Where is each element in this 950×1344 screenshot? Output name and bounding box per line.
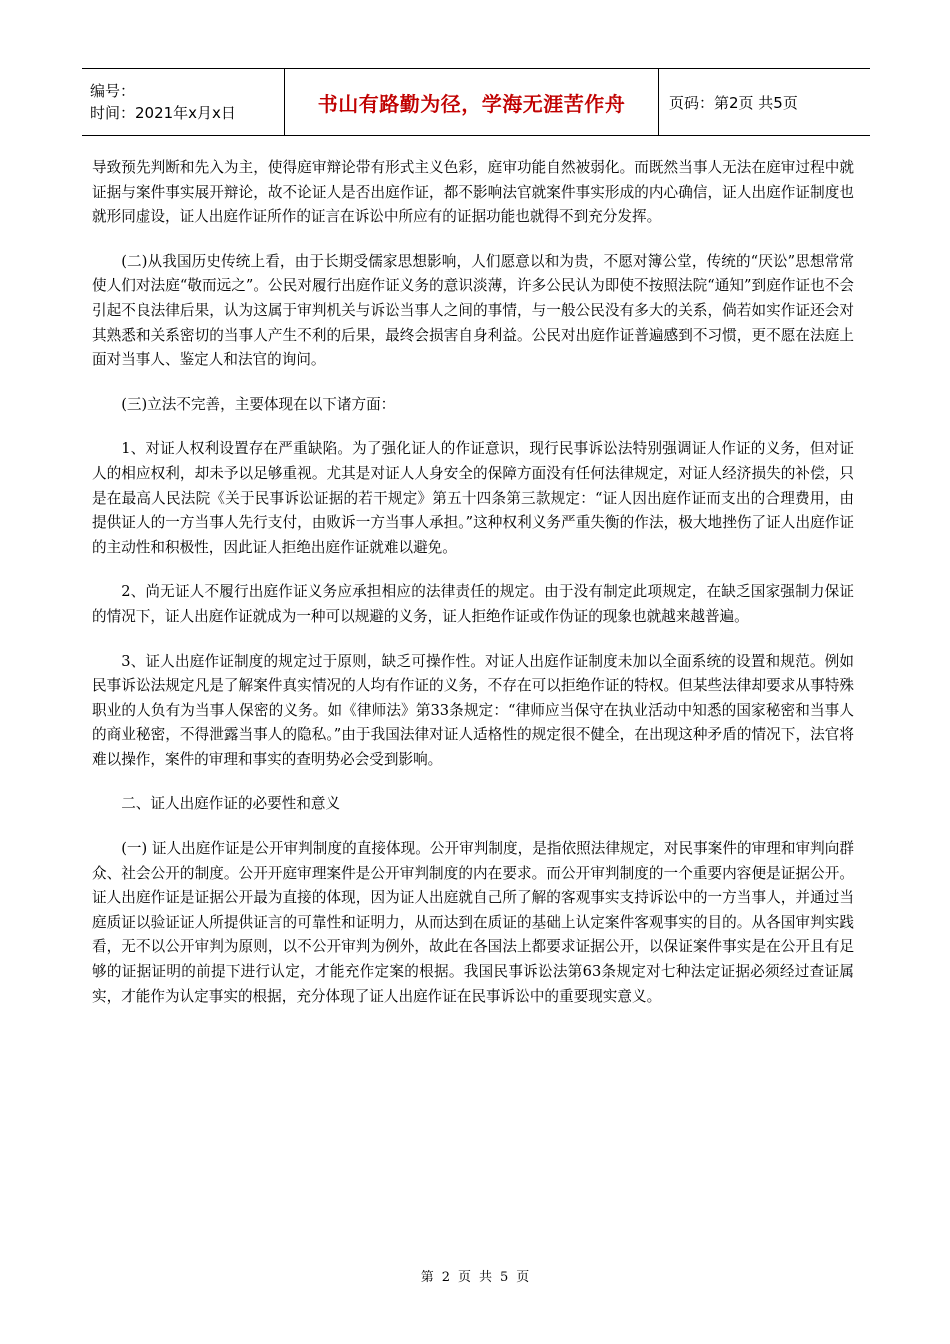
page-header — [82, 68, 870, 136]
footer-page-number: 2 — [441, 1270, 450, 1285]
footer-ye: 页 — [516, 1270, 530, 1285]
header-meta — [82, 69, 285, 135]
section-heading: 二、证人出庭作证的必要性和意义 — [121, 795, 341, 813]
paragraph: (三)立法不完善，主要体现在以下诸方面： — [121, 395, 396, 413]
document-body — [92, 156, 854, 1029]
footer-gong: 共 — [479, 1270, 493, 1285]
header-motto: 书山有路勤为径，学海无涯苦作舟 — [285, 69, 659, 135]
paragraph: (二)从我国历史传统上看，由于长期受儒家思想影响，人们愿意以和为贵，不愿对簿公堂，传统的“厌讼”思想常常使人们对法庭“敬而远之”。公民对履行出庭作证义务的意识淡薄，许多公民认为即使不按照法院“通知”到庭作证也不会引起不良法律后果，认为这属于审判机关与诉讼当事人之间的事情，与一般公民没有多大的关系，倘若如实作证还会对其熟悉和关系密切的当事人产生不利的后果，最终会损害自身利益。公民对出庭作证普遍感到不习惯，更不愿在法庭上面对当事人、鉴定人和法官的询问。 — [92, 252, 854, 369]
footer-ye: 页 — [457, 1270, 471, 1285]
paragraph: (一) 证人出庭作证是公开审判制度的直接体现。公开审判制度，是指依照法律规定，对民事案件的审理和审判向群众、社会公开的制度。公开开庭审理案件是公开审判制度的内在要求。而公开审判制度的一个重要内容便是证据公开。证人出庭作证是证据公开最为直接的体现，因为证人出庭就自己所了解的客观事实支持诉讼中的一方当事人，并通过当庭质证以验证证人所提供证言的可靠性和证明力，从而达到在质证的基础上认定案件客观事实的目的。从各国审判实践看，无不以公开审判为原则，以不公开审判为例外，故此在各国法上都要求证据公开，以保证案件事实是在公开且有足够的证据证明的前提下进行认定，才能充作定案的根据。我国民事诉讼法第63条规定对七种法定证据必须经过查证属实，才能作为认定事实的根据，充分体现了证人出庭作证在民事诉讼中的重要现实意义。 — [92, 840, 854, 1005]
paragraph: 导致预先判断和先入为主，使得庭审辩论带有形式主义色彩，庭审功能自然被弱化。而既然当事人无法在庭审过程中就证据与案件事实展开辩论，故不论证人是否出庭作证，都不影响法官就案件事实形成的内心确信，证人出庭作证制度也就形同虚设，证人出庭作证所作的证言在诉讼中所应有的证据功能也就得不到充分发挥。 — [92, 159, 854, 226]
paragraph: 1、对证人权利设置存在严重缺陷。为了强化证人的作证意识，现行民事诉讼法特别强调证人作证的义务，但对证人的相应权利，却未予以足够重视。尤其是对证人人身安全的保障方面没有任何法律规定，对证人经济损失的补偿，只是在最高人民法院《关于民事诉讼证据的若干规定》第五十四条第三款规定：“证人因出庭作证而支出的合理费用，由提供证人的一方当事人先行支付，由败诉一方当事人承担。”这种权利义务严重失衡的作法，极大地挫伤了证人出庭作证的主动性和积极性，因此证人拒绝出庭作证就难以避免。 — [92, 440, 854, 556]
document-number: 编号： — [90, 82, 136, 100]
paragraph: 2、尚无证人不履行出庭作证义务应承担相应的法律责任的规定。由于没有制定此项规定，在缺乏国家强制力保证的情况下，证人出庭作证就成为一种可以规避的义务，证人拒绝作证或作伪证的现象也就越来越普遍。 — [92, 583, 854, 625]
footer-total-pages: 5 — [500, 1270, 509, 1285]
header-page-info: 页码：第2页 共5页 — [669, 93, 798, 112]
footer-di: 第 — [420, 1270, 434, 1285]
document-date: 时间：2021年x月x日 — [90, 104, 236, 122]
paragraph: 3、证人出庭作证制度的规定过于原则，缺乏可操作性。对证人出庭作证制度未加以全面系统的设置和规范。例如民事诉讼法规定凡是了解案件真实情况的人均有作证的义务，不存在可以拒绝作证的特权。但某些法律却要求从事特殊职业的人负有为当事人保密的义务。如《律师法》第33条规定：“律师应当保守在执业活动中知悉的国家秘密和当事人的商业秘密，不得泄露当事人的隐私。”由于我国法律对证人适格性的规定很不健全，在出现这种矛盾的情况下，法官将难以操作，案件的审理和事实的查明势必会受到影响。 — [92, 652, 854, 768]
page-footer — [0, 1266, 950, 1285]
